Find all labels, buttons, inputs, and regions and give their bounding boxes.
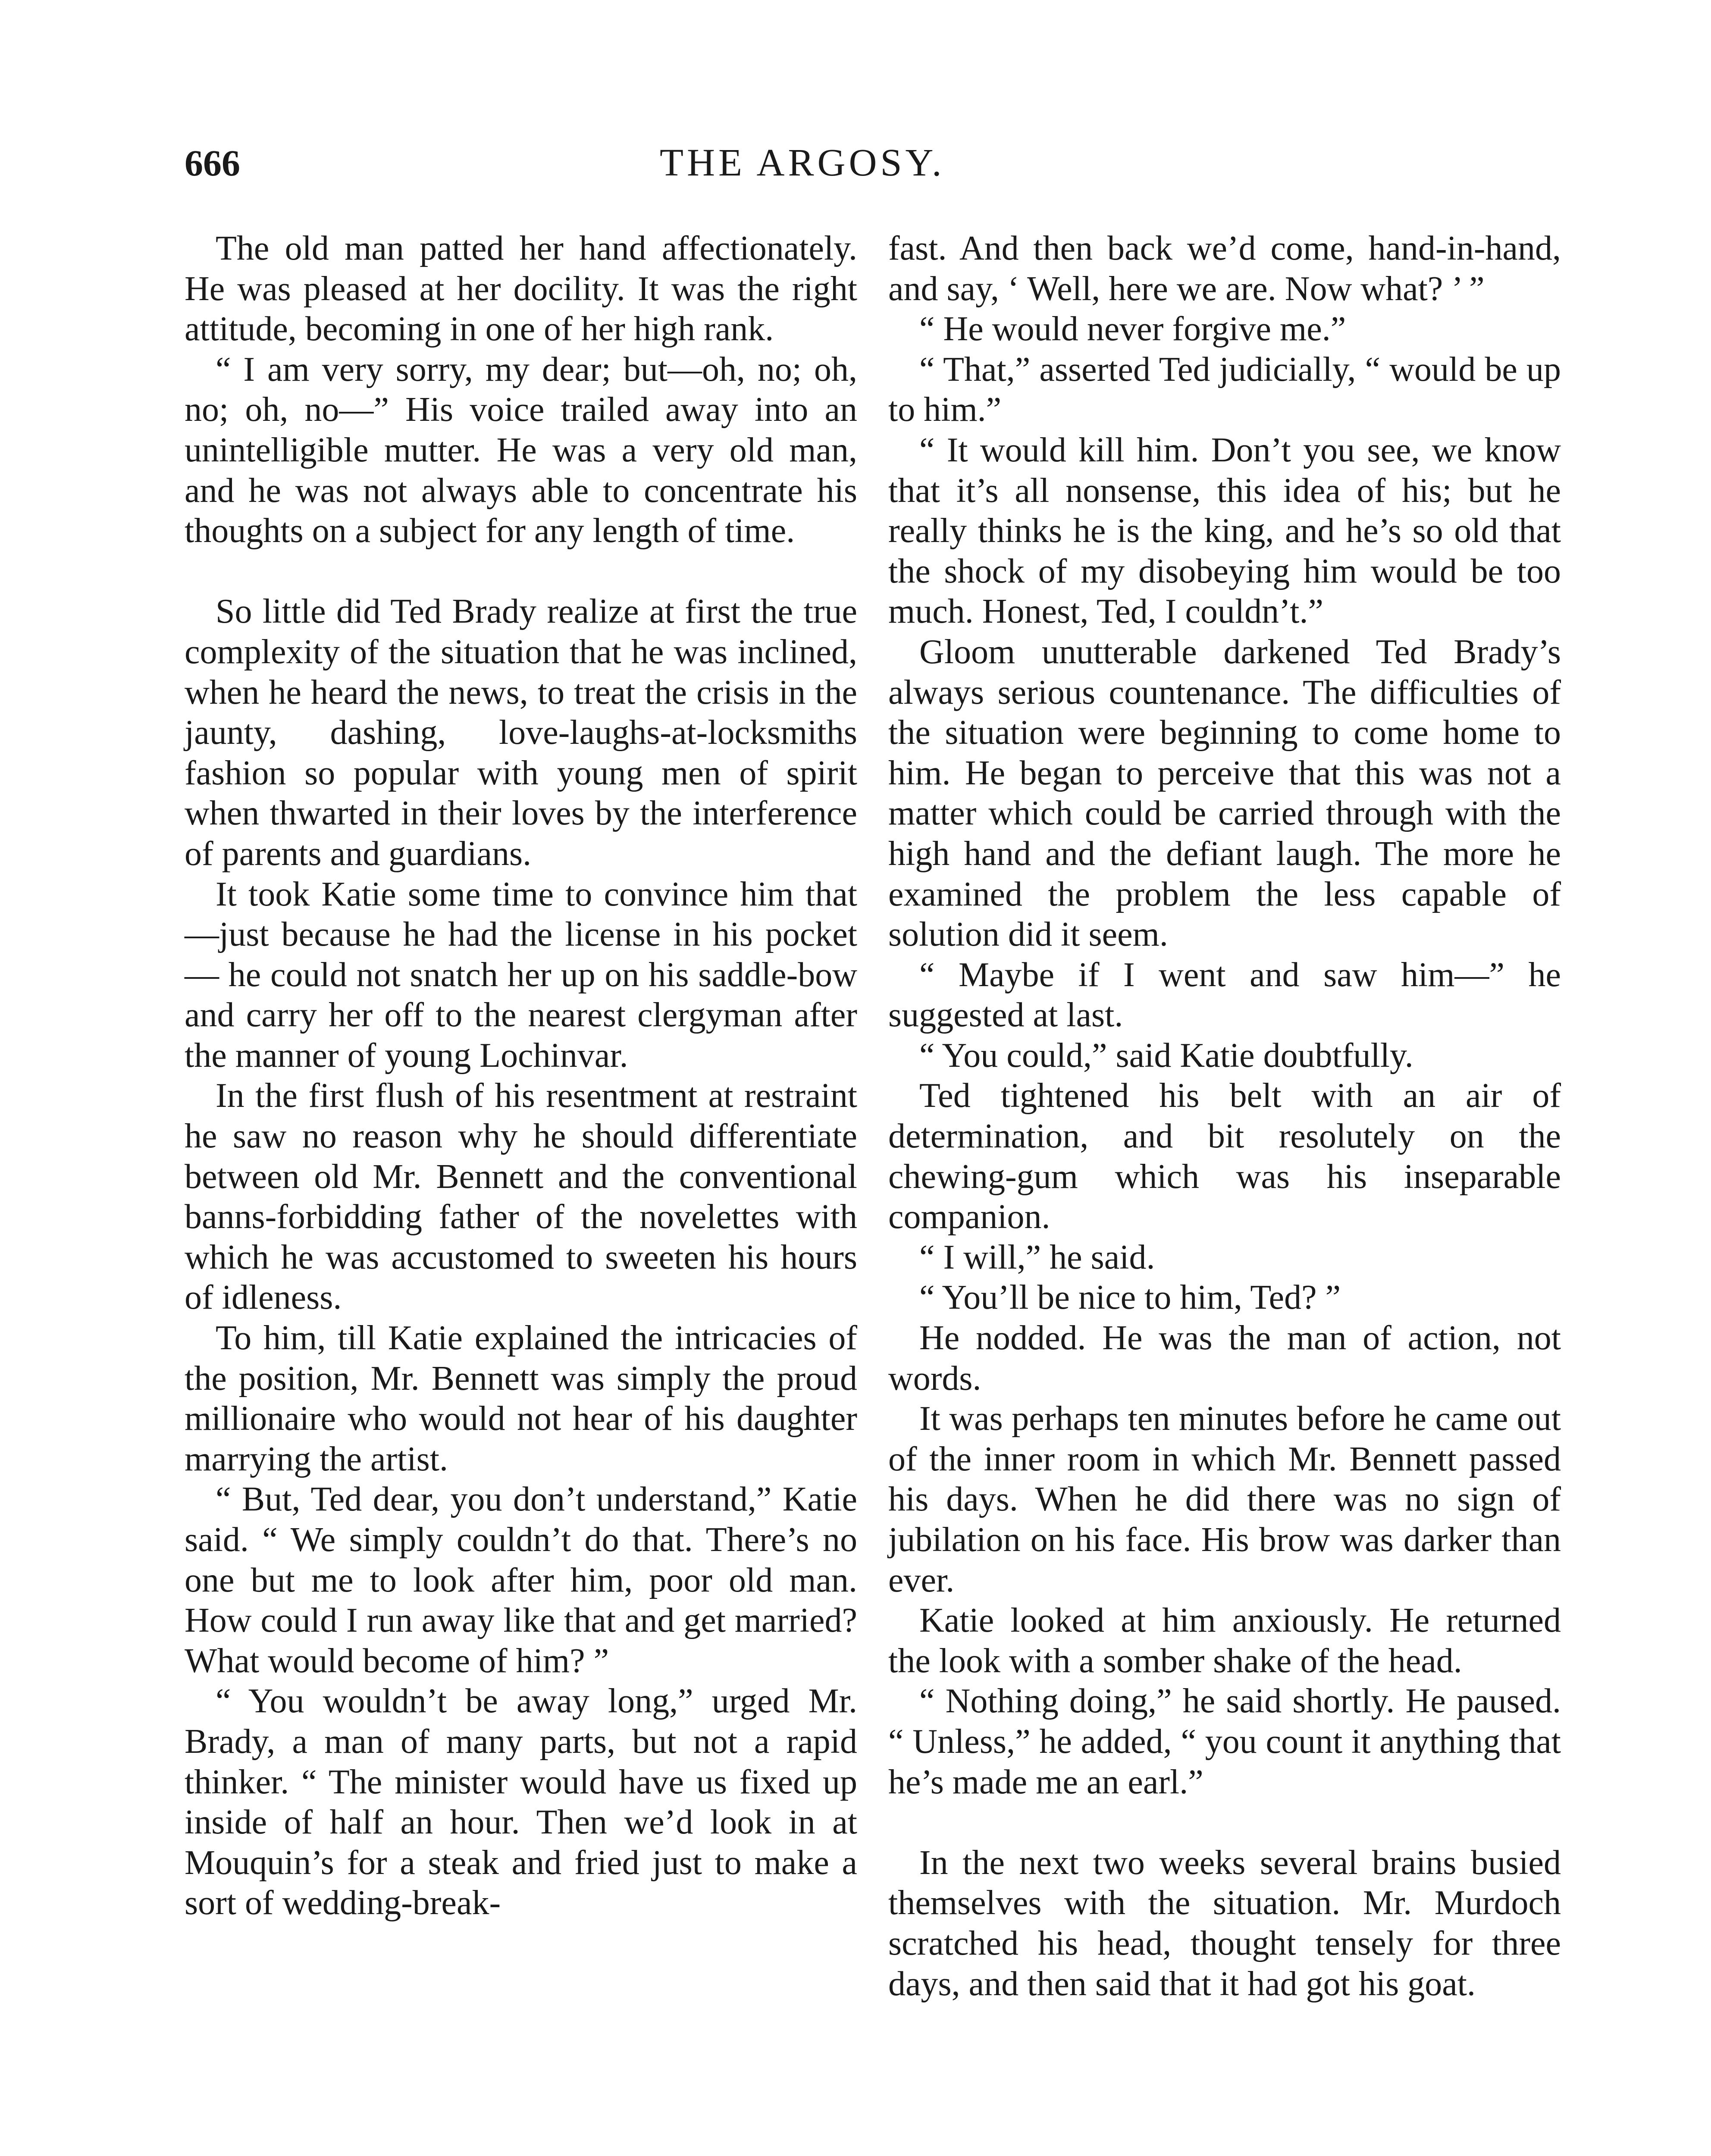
paragraph: “ It would kill him. Don’t you see, we know that it’s all nonsense, this idea of his; but he really thinks he is the king, and he’s so old that the shock of my disobeying him would be too much. Honest, Ted, I couldn’t.” (888, 431, 1561, 631)
page-number: 666 (185, 142, 240, 184)
paragraph: fast. And then back we’d come, hand-in-hand, and say, ‘ Well, here we are. Now what? ’ ” (888, 229, 1561, 308)
paragraph: “ He would never forgive me.” (919, 310, 1346, 348)
paragraph: To him, till Katie explained the intricacies of the position, Mr. Bennett was simply the proud millionaire who would not hear of his daughter marrying the artist. (185, 1319, 857, 1478)
paragraph: “ Nothing doing,” he said shortly. He paused. “ Unless,” he added, “ you count it anything that he’s made me an earl.” (888, 1682, 1561, 1801)
page-header (0, 137, 1711, 189)
paragraph: Katie looked at him anxiously. He returned the look with a somber shake of the head. (888, 1601, 1561, 1680)
paragraph: “ I am very sorry, my dear; but—oh, no; oh, no; oh, no—” His voice trailed away into an unintelligible mutter. He was a very old man, and he was not always able to concentrate his thoughts on a subject for any length of time. (185, 350, 857, 550)
paragraph: Gloom unutterable darkened Ted Brady’s always serious countenance. The difficulties of the situation were beginning to come home to him. He began to perceive that this was not a matter which could be carried through with the high hand and the defiant laugh. The more he examined the problem the less capable of solution did it seem. (888, 633, 1561, 954)
paragraph: “ Maybe if I went and saw him—” he suggested at last. (888, 956, 1561, 1034)
paragraph: It was perhaps ten minutes before he came out of the inner room in which Mr. Bennett passed his days. When he did there was no sign of jubilation on his face. His brow was darker than ever. (888, 1400, 1561, 1599)
paragraph: He nodded. He was the man of action, not words. (888, 1319, 1561, 1398)
paragraph: “ That,” asserted Ted judicially, “ would be up to him.” (888, 350, 1561, 429)
paragraph: “ I will,” he said. (919, 1238, 1155, 1276)
paragraph: “ You could,” said Katie doubtfully. (919, 1036, 1413, 1075)
right-column (888, 229, 1561, 2004)
paragraph: Ted tightened his belt with an air of determination, and bit resolutely on the chewing-gum which was his inseparable companion. (888, 1077, 1561, 1236)
paragraph: The old man patted her hand affectionately. He was pleased at her docility. It was the right attitude, becoming in one of her high rank. (185, 229, 857, 348)
left-column (185, 229, 857, 1924)
paragraph: “ You’ll be nice to him, Ted? ” (919, 1279, 1341, 1317)
paragraph: “ But, Ted dear, you don’t understand,” Katie said. “ We simply couldn’t do that. There’s no one but me to look after him, poor old man. How could I run away like that and get married? What would become of him? ” (185, 1480, 857, 1680)
running-title: THE ARGOSY. (660, 141, 945, 184)
paragraph: It took Katie some time to convince him that—just because he had the license in his pocket — he could not snatch her up on his saddle-bow and carry her off to the nearest clergyman after the manner of young Lochinvar. (185, 875, 857, 1075)
paragraph: In the next two weeks several brains busied themselves with the situation. Mr. Murdoch scratched his head, thought tensely for three days, and then said that it had got his goat. (888, 1843, 1561, 2003)
paragraph: In the first flush of his resentment at restraint he saw no reason why he should differentiate between old Mr. Bennett and the conventional banns-forbidding father of the novelettes with which he was accustomed to sweeten his hours of idleness. (185, 1077, 857, 1317)
paragraph: So little did Ted Brady realize at first the true complexity of the situation that he was inclined, when he heard the news, to treat the crisis in the jaunty, dashing, love-laughs-at-locksmiths fashion so popular with young men of spirit when thwarted in their loves by the interference of parents and guardians. (185, 592, 857, 873)
paragraph: “ You wouldn’t be away long,” urged Mr. Brady, a man of many parts, but not a rapid thinker. “ The minister would have us fixed up inside of half an hour. Then we’d look in at Mouquin’s for a steak and fried just to make a sort of wedding-break- (185, 1682, 857, 1922)
